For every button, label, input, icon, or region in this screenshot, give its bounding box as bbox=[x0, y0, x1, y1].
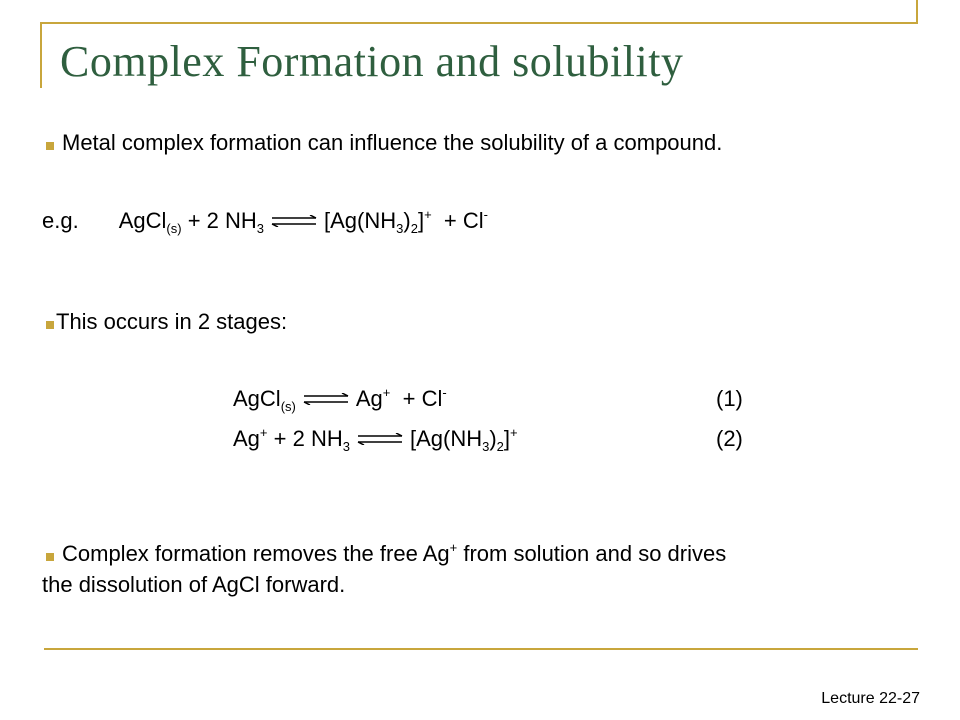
bullet-text-3-continued: the dissolution of AgCl forward. bbox=[42, 572, 346, 597]
frame-line-top bbox=[40, 22, 918, 24]
slide-footer: Lecture 22-27 bbox=[821, 690, 920, 707]
equilibrium-arrow-icon bbox=[302, 393, 350, 405]
bullet-text-3: Complex formation removes the free Ag+ from solution and so drives bbox=[62, 540, 727, 566]
equation-number-1: (1) bbox=[716, 386, 743, 411]
bullet-text-1: Metal complex formation can influence the solubility of a compound. bbox=[62, 130, 723, 155]
square-bullet-icon bbox=[46, 321, 54, 329]
equilibrium-arrow-icon bbox=[270, 215, 318, 227]
eg-label: e.g. bbox=[42, 208, 79, 233]
slide-title: Complex Formation and solubility bbox=[60, 37, 684, 86]
frame-line-bottom bbox=[44, 648, 918, 650]
bullet-text-2: This occurs in 2 stages: bbox=[56, 309, 288, 334]
square-bullet-icon bbox=[46, 142, 54, 150]
square-bullet-icon bbox=[46, 553, 54, 561]
frame-line-right bbox=[916, 0, 918, 24]
frame-line-left bbox=[40, 22, 42, 88]
equation-stage-1: AgCl$_{(s)}$ Ag+ + Cl- bbox=[233, 385, 447, 414]
equation-main: e.g. AgCl$_{(s)}$ + 2 $NH_3$ $[Ag(NH_3)_2]^+ + Cl^-$ bbox=[42, 207, 488, 236]
equation-number-2: (2) bbox=[716, 426, 743, 451]
equilibrium-arrow-icon bbox=[356, 433, 404, 445]
equation-stage-2: Ag+ + 2 $NH_3$ $[Ag(NH_3)_2]^+$ bbox=[233, 425, 518, 454]
